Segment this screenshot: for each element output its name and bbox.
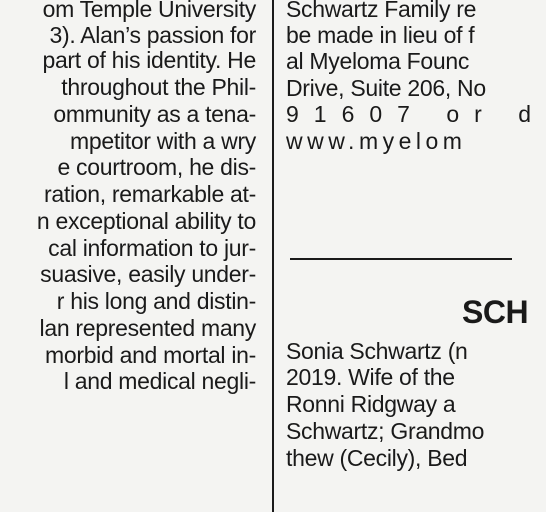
text-line: Drive, Suite 206, No [286,75,486,101]
text-line: part of his identity. He [42,47,256,73]
text-line: ommunity as a tena- [53,101,256,127]
text-line: 91607 or d [286,101,546,127]
text-line: throughout the Phil- [61,74,256,100]
text-line: thew (Cecily), Bed [286,445,468,471]
text-line: www.myelom [286,128,467,154]
text-line: cal information to jur- [48,235,256,261]
text-line: suasive, easily under- [40,261,256,287]
obituary-column-right [286,0,546,512]
column-divider [272,0,274,512]
text-line: l and medical negli- [63,368,256,394]
text-line: Schwartz; Grandmo [286,418,485,444]
text-line: be made in lieu of f [286,22,475,48]
text-line: Schwartz Family re [286,0,477,22]
obituary-heading: SCH [462,294,529,330]
text-line: ration, remarkable at- [44,181,256,207]
text-line: al Myeloma Founc [286,48,470,74]
text-line: n exceptional ability to [36,208,256,234]
text-line: 2019. Wife of the [286,364,455,390]
section-divider [290,258,512,260]
text-line: Ronni Ridgway a [286,391,456,417]
text-line: Sonia Schwartz (n [286,338,468,364]
text-line: mpetitor with a wry [69,128,256,154]
text-line: om Temple University [42,0,256,22]
text-line: lan represented many [39,315,256,341]
obituary-column-left [0,0,264,512]
text-line: e courtroom, he dis- [57,154,256,180]
text-line: 3). Alan’s passion for [49,22,256,48]
text-line: r his long and distin- [56,288,256,314]
text-line: morbid and mortal in- [44,342,256,368]
